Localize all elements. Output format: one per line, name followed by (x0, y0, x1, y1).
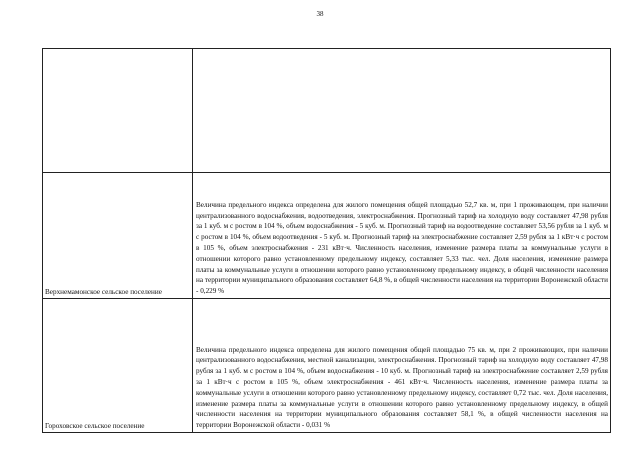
table-row-empty (43, 49, 611, 173)
settlement-description: Величина предельного индекса определена для жилого помещения общей площадью 52,7 кв. м, при 1 проживающем, при наличии централизованного водоснабжения, водоотведения, электроснабжения. Прогнозный тариф на холодную воду составляет 47,98 рубля за 1 куб. м с ростом в 104 %, объем водоснабжения - 5 куб. м. Прогнозный тариф на водоотведение составляет 53,56 рубля за 1 куб. м с ростом в 104 %, объем водоотведения - 5 куб. м. Прогнозный тариф на электроснабжение составляет 2,59 рубля за 1 кВт·ч с ростом в 105 %, объем электроснабжения - 231 кВт·ч. Численность населения, изменение размера платы за коммунальные услуги в отношении которого равно установленному предельному индексу, составляет 5,33 тыс. чел. Доля населения, изменение размера платы за коммунальные услуги в отношении которого равно установленному предельному индексу, в общей численности населения на территории муниципального образования составляет 64,8 %, в общей численности населения на территории Воронежской области - 0,229 % (193, 173, 611, 299)
empty-name-cell (43, 49, 193, 173)
empty-text-cell (193, 49, 611, 173)
page-number: 38 (316, 10, 324, 18)
settlement-name: Верхнемамонское сельское поселение (43, 173, 193, 299)
settlement-name: Гороховское сельское поселение (43, 299, 193, 433)
settlements-table (42, 48, 611, 433)
settlement-description: Величина предельного индекса определена для жилого помещения общей площадью 75 кв. м, при 2 проживающих, при наличии централизованного водоснабжения, местной канализации, электроснабжения. Прогнозный тариф на холодную воду составляет 47,98 рубля за 1 куб. м с ростом в 104 %, объем водоснабжения - 10 куб. м. Прогнозный тариф на электроснабжение составляет 2,59 рубля за 1 кВт·ч с ростом в 105 %, объем электроснабжения - 461 кВт·ч. Численность населения, изменение размера платы за коммунальные услуги в отношении которого равно установленному предельному индексу, составляет 0,72 тыс. чел. Доля населения, изменение размера платы за коммунальные услуги в отношении которого равно установленному предельному индексу, в общей численности населения на территории муниципального образования составляет 58,1 %, в общей численности населения на территории Воронежской области - 0,031 % (193, 299, 611, 433)
table-row (43, 299, 611, 433)
table-row (43, 173, 611, 299)
